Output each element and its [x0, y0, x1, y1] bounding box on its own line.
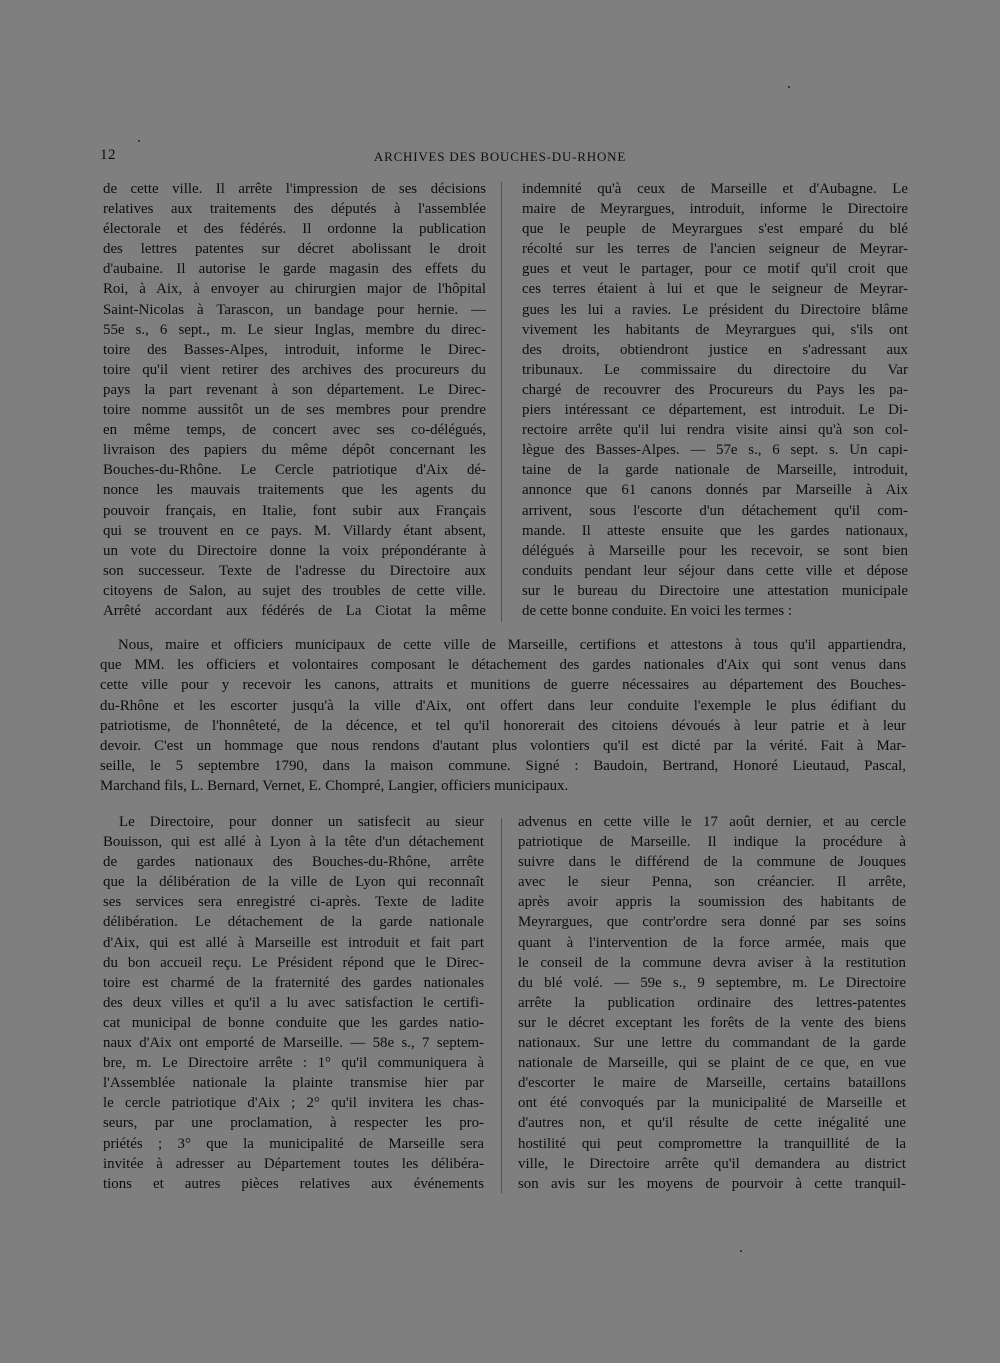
print-speck: [740, 1250, 742, 1252]
text-line: nationale de Marseille, qui se plaint de ce que, en vue: [518, 1055, 906, 1072]
text-line: taine de la garde nationale de Marseille, introduit,: [522, 462, 908, 479]
text-line: d'Aix, qui est allé à Marseille est introduit et fait part: [103, 934, 484, 951]
text-line: de cette ville. Il arrête l'impression de ses décisions: [103, 181, 486, 197]
text-line: annonce que 61 canons donnés par Marseille à Aix: [522, 482, 908, 499]
text-line: hostilité qui peut compromettre la tranquillité de la: [518, 1135, 906, 1152]
text-line: le conseil de la commune devra aviser à la restitution: [518, 954, 906, 971]
text-line: Bouches-du-Rhône. Le Cercle patriotique d'Aix dé-: [103, 462, 486, 479]
text-line: Arrêté accordant aux fédérés de La Ciotat la même: [103, 602, 486, 619]
text-line: livraison des papiers du même dépôt concernant les: [103, 442, 486, 459]
text-line: piers intéressant ce département, est introduit. Le Di-: [522, 402, 908, 419]
text-line: cette ville pour y recevoir les canons, attraits et munitions de guerre nécessaires au département des Bouches-: [100, 677, 906, 694]
text-line: devoir. C'est un hommage que nous rendons d'autant plus volontiers qu'il est dicté par la vérité. Fait à Mar-: [100, 738, 906, 755]
text-line: du-Rhône et les escorter jusqu'à la ville d'Aix, ont offert dans leur conduite l'exemple le plus édifiant du: [100, 697, 906, 714]
text-line: advenus en cette ville le 17 août dernier, et au cercle: [518, 814, 906, 830]
top-left-column: [103, 179, 486, 621]
text-line: toire nomme aussitôt un de ses membres pour prendre: [103, 402, 486, 419]
text-line: chargé de recouvrer des Procureurs du Pays les pa-: [522, 381, 908, 398]
text-line: le cercle patriotique d'Aix ; 2° qu'il invitera les chas-: [103, 1095, 484, 1112]
text-line: d'autres non, et qu'il résulte de cette inégalité une: [518, 1115, 906, 1132]
text-line: patriotique de Marseille. Il indique la procédure à: [518, 834, 906, 851]
text-line: lègue des Basses-Alpes. — 57e s., 6 sept. s. Un capi-: [522, 442, 908, 459]
text-line: arrivent, sous l'escorte d'un détachement qu'il com-: [522, 502, 908, 519]
text-line: Saint-Nicolas à Tarascon, un bandage pour hernie. —: [103, 301, 486, 318]
text-line: bre, m. Le Directoire arrête : 1° qu'il communiquera à: [103, 1055, 484, 1072]
text-line: en même temps, de concert avec ses co-délégués,: [103, 422, 486, 439]
text-line: citoyens de Salon, au sujet des troubles de cette ville.: [103, 582, 486, 599]
text-line: priétés ; 3° que la municipalité de Marseille sera: [103, 1135, 484, 1152]
column-rule-top: [501, 182, 502, 622]
text-line: qui se trouvent en ce pays. M. Villardy étant absent,: [103, 522, 486, 539]
text-line: toire est charmé de la fraternité des gardes nationales: [103, 974, 484, 991]
text-line: d'aubaine. Il autorise le garde magasin des effets du: [103, 261, 486, 278]
text-line: suivre dans le différend de la commune de Jouques: [518, 854, 906, 871]
text-line: seille, le 5 septembre 1790, dans la maison commune. Signé : Baudoin, Bertrand, Honoré Lieutaud, Pascal,: [100, 758, 906, 775]
text-line: cat municipal de bonne conduite que les gardes natio-: [103, 1014, 484, 1031]
text-line: sur le décret exceptant les forêts de la vente des biens: [518, 1014, 906, 1031]
text-line: avec le sieur Penna, son créancier. Il arrête,: [518, 874, 906, 891]
text-line: tions et autres pièces relatives aux événements: [103, 1175, 484, 1192]
text-line: après avoir appris la soumission des habitants de: [518, 894, 906, 911]
text-line: toire qu'il vient retirer des archives des procureurs du: [103, 361, 486, 378]
text-line: ses services sera enregistré ci-après. Texte de ladite: [103, 894, 484, 911]
text-line: que le peuple de Meyrargues s'est emparé du blé: [522, 221, 908, 238]
text-line: son successeur. Texte de l'adresse du Directoire aux: [103, 562, 486, 579]
print-speck: [788, 86, 790, 88]
text-line: toire des Basses-Alpes, introduit, informe le Direc-: [103, 341, 486, 358]
text-line: conduits pendant leur séjour dans cette ville et dépose: [522, 562, 908, 579]
text-line: son avis sur les moyens de pourvoir à cette tranquil-: [518, 1175, 906, 1192]
text-line: arrête la publication ordinaire des lettres-patentes: [518, 994, 906, 1011]
bottom-right-column: [518, 812, 906, 1194]
text-line: rectoire arrête qu'il lui rendra visite ainsi qu'à son col-: [522, 422, 908, 439]
text-line: délibération. Le détachement de la garde nationale: [103, 914, 484, 931]
text-line: vivement les habitants de Meyrargues qui, s'ils ont: [522, 321, 908, 338]
text-line: naux d'Aix ont emporté de Marseille. — 58e s., 7 septem-: [103, 1035, 484, 1052]
running-title: ARCHIVES DES BOUCHES-DU-RHONE: [373, 149, 627, 164]
text-line: seurs, par une proclamation, à respecter les pro-: [103, 1115, 484, 1132]
top-right-column: [522, 179, 908, 621]
text-line: pouvoir français, en Italie, font subir aux Français: [103, 502, 486, 519]
text-line: ont été convoqués par la municipalité de Marseille et: [518, 1095, 906, 1112]
text-line: du bon accueil reçu. Le Président répond que le Direc-: [103, 954, 484, 971]
text-line: des lettres patentes sur décret abolissant le droit: [103, 241, 486, 258]
text-line: ces terres étaient à lui et que le seigneur de Meyrar-: [522, 281, 908, 298]
text-line: Meyrargues, que contr'ordre sera donné par ses soins: [518, 914, 906, 931]
text-line: quant à l'intervention de la force armée, mais que: [518, 934, 906, 951]
text-line: que MM. les officiers et volontaires composant le détachement des gardes nationales d'Aix qui sont venus dans: [100, 657, 906, 674]
text-line: gues les lui a ravies. Le président du Directoire blâme: [522, 301, 908, 318]
text-line: invitée à adresser au Département toutes les délibéra-: [103, 1155, 484, 1172]
text-line: nationaux. Sur une lettre du commandant de la garde: [518, 1035, 906, 1052]
text-line: sur le bureau du Directoire une attestation municipale: [522, 582, 908, 599]
text-line: gues et veut le partager, pour ce motif qu'il croit que: [522, 261, 908, 278]
text-line: délégués à Marseille pour les recevoir, se sont bien: [522, 542, 908, 559]
text-line: maire de Meyrargues, introduit, informe le Directoire: [522, 201, 908, 218]
text-line: mande. Il atteste ensuite que les gardes nationaux,: [522, 522, 908, 539]
text-line: des droits, obtiendront justice en s'adressant aux: [522, 341, 908, 358]
text-line: Roi, à Aix, à envoyer au chirurgien major de l'hôpital: [103, 281, 486, 298]
text-line: Marchand fils, L. Bernard, Vernet, E. Chompré, Langier, officiers municipaux.: [100, 778, 569, 795]
text-line: 55e s., 6 sept., m. Le sieur Inglas, membre du direc-: [103, 321, 486, 338]
text-line: patriotisme, de l'honnêteté, de la décence, et tel qu'il honorerait des citoiens dévoués à leur patrie et à leur: [100, 717, 906, 734]
text-line: relatives aux traitements des députés à l'assemblée: [103, 201, 486, 218]
column-rule-bottom: [501, 818, 502, 1193]
text-line: pays la part revenant à son département. Le Direc-: [103, 381, 486, 398]
text-line: Le Directoire, pour donner un satisfecit au sieur: [119, 814, 484, 830]
text-line: de gardes nationaux des Bouches-du-Rhône, arrête: [103, 854, 484, 871]
text-line: des deux villes et qu'il a lu avec satisfaction le certifi-: [103, 994, 484, 1011]
text-line: Bouisson, qui est allé à Lyon à la tête d'un détachement: [103, 834, 484, 851]
text-line: nonce les mauvais traitements que les agents du: [103, 482, 486, 499]
text-line: un vote du Directoire donne la voix prépondérante à: [103, 542, 486, 559]
text-line: l'Assemblée nationale la plainte transmise hier par: [103, 1075, 484, 1092]
text-line: du blé volé. — 59e s., 9 septembre, m. Le Directoire: [518, 974, 906, 991]
text-line: indemnité qu'à ceux de Marseille et d'Aubagne. Le: [522, 181, 908, 197]
text-line: que la délibération de la ville de Lyon qui reconnaît: [103, 874, 484, 891]
municipal-certificate-quote: [100, 635, 906, 797]
text-line: récolté sur les terres de l'ancien seigneur de Meyrar-: [522, 241, 908, 258]
print-speck: [138, 140, 140, 142]
text-line: de cette bonne conduite. En voici les termes :: [522, 602, 793, 619]
text-line: électorale et des fédérés. Il ordonne la publication: [103, 221, 486, 238]
bottom-left-column: [103, 812, 484, 1194]
text-line: ville, le Directoire arrête qu'il demandera au district: [518, 1155, 906, 1172]
page-number: 12: [100, 147, 116, 163]
text-line: Nous, maire et officiers municipaux de cette ville de Marseille, certifions et attestons à tous qu'il appartiendra,: [118, 637, 906, 653]
text-line: tribunaux. Le commissaire du directoire du Var: [522, 361, 908, 378]
text-line: d'escorter le maire de Marseille, certains bataillons: [518, 1075, 906, 1092]
